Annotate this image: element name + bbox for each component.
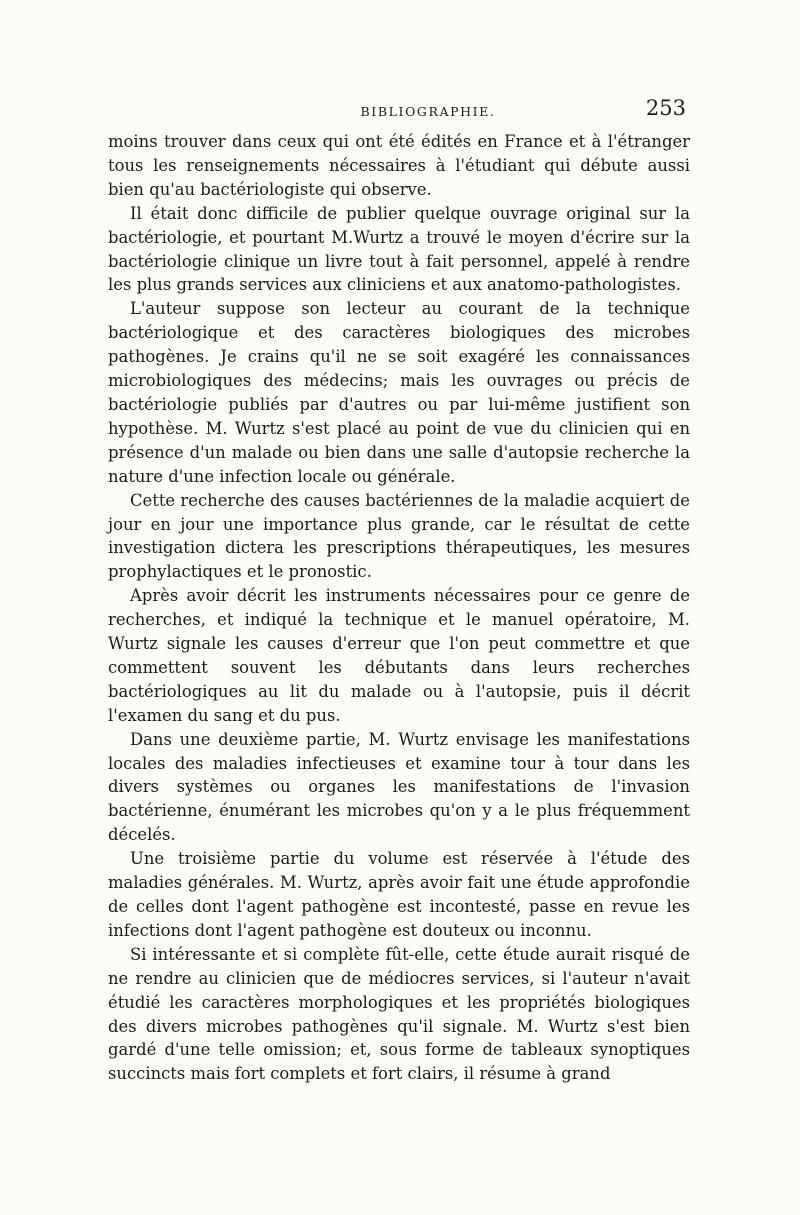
paragraph: Il était donc difficile de publier quelque ouvrage original sur la bactériologie, et pourtant M.Wurtz a trouvé le moyen d'écrire sur la bactériologie clinique un livre tout à fait personnel, appelé à rendre les plus grands services aux cliniciens et aux anatomo-pathologistes. xyxy=(108,203,690,295)
page-number: 253 xyxy=(645,96,686,120)
page-header xyxy=(108,96,688,126)
paragraph: L'auteur suppose son lecteur au courant de la technique bactériologique et des caractères biologiques des microbes pathogènes. Je crains qu'il ne se soit exagéré les connaissances microbiologiques des médecins; mais les ouvrages ou précis de bactériologie publiés par d'autres ou par lui-même justifient son hypothèse. M. Wurtz s'est placé au point de vue du clinicien qui en présence d'un malade ou bien dans une salle d'autopsie recherche la nature d'une infection locale ou générale. xyxy=(108,299,690,486)
running-head: BIBLIOGRAPHIE. xyxy=(360,104,496,119)
paragraph: Si intéressante et si complète fût-elle, cette étude aurait risqué de ne rendre au clinicien que de médiocres services, si l'auteur n'avait étudié les caractères morphologiques et les propriétés biologiques des divers microbes pathogènes qu'il signale. M. Wurtz s'est bien gardé d'une telle omission; et, sous forme de tableaux synoptiques succincts mais fort complets et fort clairs, il résume à grand xyxy=(108,944,690,1084)
paragraph: Une troisième partie du volume est réservée à l'étude des maladies générales. M. Wurtz, après avoir fait une étude approfondie de celles dont l'agent pathogène est incontesté, passe en revue les infections dont l'agent pathogène est douteux ou inconnu. xyxy=(108,849,690,940)
paragraph: Dans une deuxième partie, M. Wurtz envisage les manifestations locales des maladies infectieuses et examine tour à tour dans les divers systèmes ou organes les manifestations de l'invasion bactérienne, énumérant les microbes qu'on y a le plus fréquemment décelés. xyxy=(108,729,690,845)
paragraph: Après avoir décrit les instruments nécessaires pour ce genre de recherches, et indiqué la technique et le manuel opératoire, M. Wurtz signale les causes d'erreur que l'on peut commettre et que commettent souvent les débutants dans leurs recherches bactériologiques au lit du malade ou à l'autopsie, puis il décrit l'examen du sang et du pus. xyxy=(108,586,690,725)
body-text xyxy=(108,130,690,1086)
paragraph: Cette recherche des causes bactériennes de la maladie acquiert de jour en jour une importance plus grande, car le résultat de cette investigation dictera les prescriptions thérapeutiques, les mesures prophylactiques et le pronostic. xyxy=(108,490,690,582)
paragraph-continued: moins trouver dans ceux qui ont été édités en France et à l'étranger tous les renseignements nécessaires à l'étudiant qui débute aussi bien qu'au bactériologiste qui observe. xyxy=(108,132,690,199)
